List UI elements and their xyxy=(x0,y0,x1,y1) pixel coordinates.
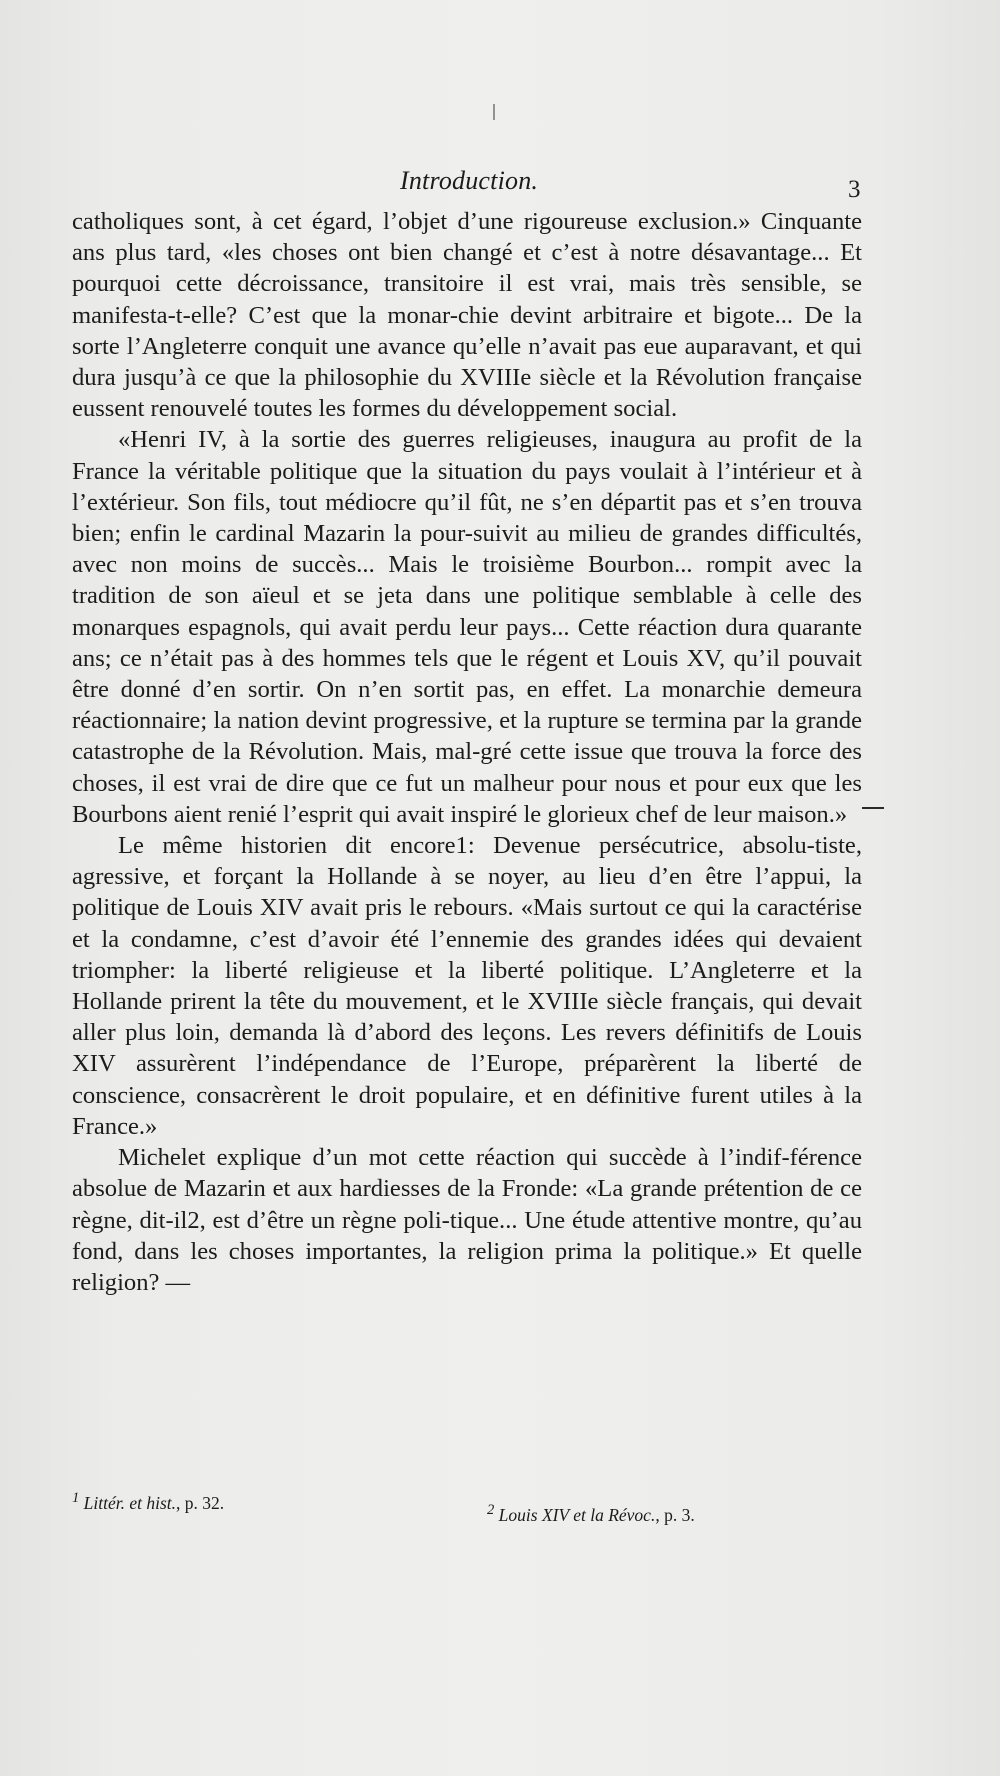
footnote-2-mark: 2 xyxy=(487,1502,495,1518)
paragraph-2: «Henri IV, à la sortie des guerres religieuses, inaugura au profit de la France la véritable politique que la situation du pays voulait à l’intérieur et à l’extérieur. Son fils, tout médiocre qu’il fût, ne s’en départit pas et s’en trouva bien; enfin le cardinal Mazarin la pour-suivit au milieu de grandes difficultés, avec non moins de succès... Mais le troisième Bourbon... rompit avec la tradition de son aïeul et se jeta dans une politique semblable à celle des monarques espagnols, qui avait perdu leur pays... Cette réaction dura quarante ans; ce n’était pas à des hommes tels que le régent et Louis XV, qu’il pouvait être donné d’en sortir. On n’en sortit pas, en effet. La monarchie demeura réactionnaire; la nation devint progressive, et la rupture se termina par la grande catastrophe de la Révolution. Mais, mal-gré cette issue que trouva la force des choses, il est vrai de dire que ce fut un malheur pour nous et pour eux que les Bourbons aient renié l’esprit qui avait inspiré le glorieux chef de leur maison.» xyxy=(72,426,862,828)
paragraph-3: Le même historien dit encore1: Devenue persécutrice, absolu-tiste, agressive, et forçant la Hollande à se noyer, au lieu d’en être l’appui, la politique de Louis XIV avait pris le rebours. «Mais surtout ce qui la caractérise et la condamne, c’est d’avoir été l’ennemie des grandes idées qui devaient triompher: la liberté religieuse et la liberté politique. L’Angleterre et la Hollande prirent la tête du mouvement, et le XVIIIe siècle français, qui devait aller plus loin, demanda là d’abord des leçons. Les revers définitifs de Louis XIV assurèrent l’indépendance de l’Europe, préparèrent la liberté de conscience, consacrèrent le droit populaire, et en définitive furent utiles à la France.» xyxy=(72,832,862,1140)
margin-dash-mark xyxy=(862,807,884,809)
footnote-1-ref: Littér. et hist. xyxy=(83,1492,177,1513)
footnote-2-ref: Louis XIV et la Révoc. xyxy=(498,1504,656,1525)
paragraph-4: Michelet explique d’un mot cette réaction qui succède à l’indif-férence absolue de Mazarin et aux hardiesses de la Fronde: «La grande prétention de ce règne, dit-il2, est d’être un règne poli-tique... Une étude attentive montre, qu’au fond, dans les choses importantes, la religion prima la politique.» Et quelle religion? — xyxy=(72,1144,862,1296)
running-header-title: Introduction. xyxy=(400,166,539,195)
footnote-2-page: , p. 3. xyxy=(655,1504,695,1525)
footnote-1 xyxy=(72,1490,224,1514)
footnote-1-mark: 1 xyxy=(72,1490,80,1506)
page-number: 3 xyxy=(848,176,861,203)
body-text xyxy=(72,206,862,1298)
paragraph-1: catholiques sont, à cet égard, l’objet d’une rigoureuse exclusion.» Cinquante ans plus tard, «les choses ont bien changé et c’est à notre désavantage... Et pourquoi cette décroissance, transitoire il est vrai, mais très sensible, se manifesta-t-elle? C’est que la monar-chie devint arbitraire et bigote... De la sorte l’Angleterre conquit une avance qu’elle n’avait pas eue auparavant, et qui dura jusqu’à ce que la philosophie du XVIIIe siècle et la Révolution française eussent renouvelé toutes les formes du développement social. xyxy=(72,208,862,423)
footnote-1-page: , p. 32. xyxy=(176,1492,225,1513)
scan-mark xyxy=(493,104,495,120)
footnote-2 xyxy=(487,1502,695,1526)
